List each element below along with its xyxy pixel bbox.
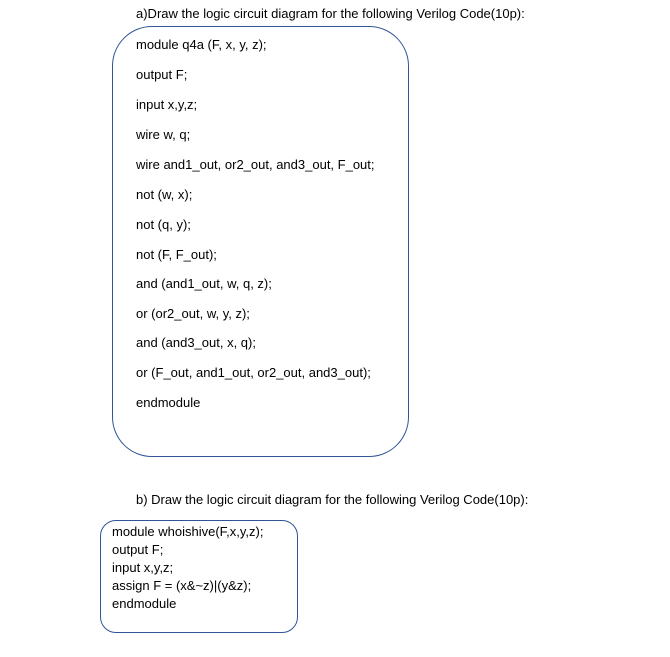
code-line: or (or2_out, w, y, z); xyxy=(136,306,250,321)
code-line: or (F_out, and1_out, or2_out, and3_out); xyxy=(136,365,371,380)
code-line: assign F = (x&~z)|(y&z); xyxy=(112,578,252,593)
question-b-title: b) Draw the logic circuit diagram for the following Verilog Code(10p): xyxy=(136,492,529,507)
code-box-a xyxy=(112,26,409,457)
code-line: wire and1_out, or2_out, and3_out, F_out; xyxy=(136,157,375,172)
code-line: input x,y,z; xyxy=(112,560,174,575)
question-a-title: a)Draw the logic circuit diagram for the following Verilog Code(10p): xyxy=(136,6,525,21)
code-line: endmodule xyxy=(112,596,177,611)
code-line: not (q, y); xyxy=(136,217,191,232)
code-line: module q4a (F, x, y, z); xyxy=(136,37,267,52)
code-line: and (and3_out, x, q); xyxy=(136,335,256,350)
code-line: output F; xyxy=(112,542,164,557)
code-line: module whoishive(F,x,y,z); xyxy=(112,524,264,539)
code-line: not (F, F_out); xyxy=(136,247,217,262)
code-line: not (w, x); xyxy=(136,187,193,202)
code-line: input x,y,z; xyxy=(136,97,198,112)
code-line: and (and1_out, w, q, z); xyxy=(136,276,272,291)
code-line: output F; xyxy=(136,67,188,82)
code-line: wire w, q; xyxy=(136,127,191,142)
code-line: endmodule xyxy=(136,395,201,410)
